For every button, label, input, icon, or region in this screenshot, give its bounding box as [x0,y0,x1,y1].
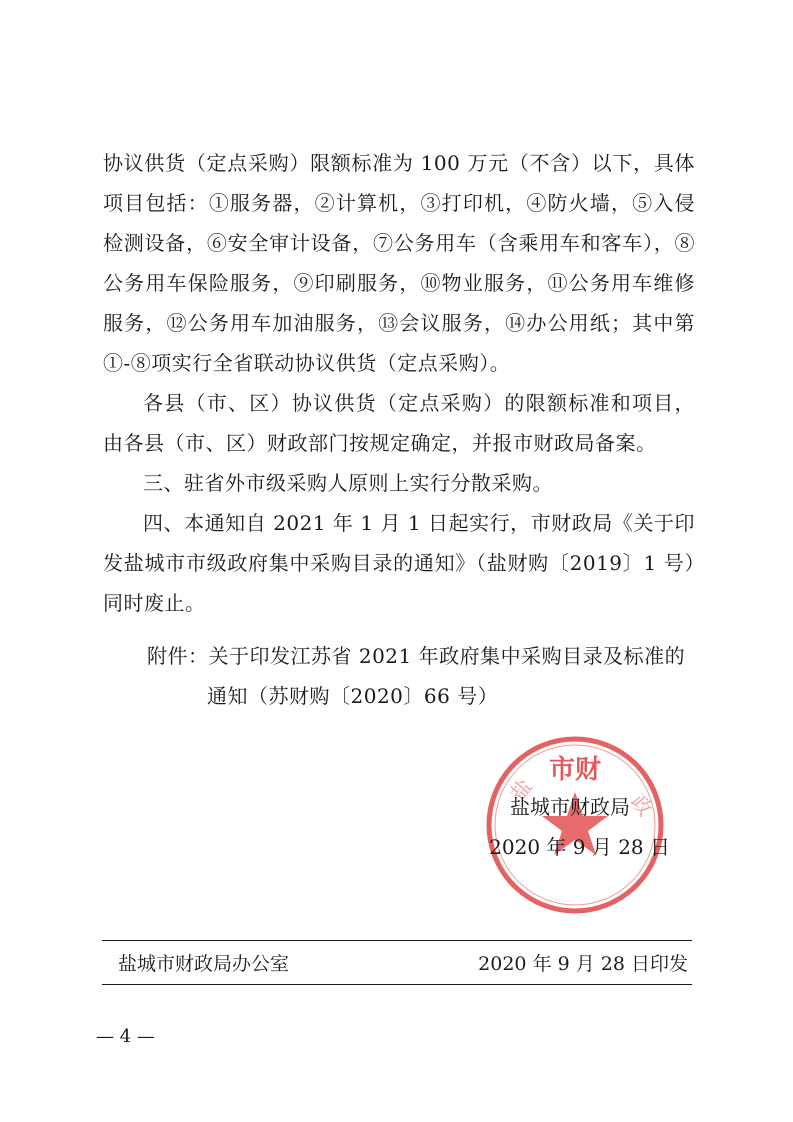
attachment-line-1: 附件：关于印发江苏省 2021 年政府集中采购目录及标准的 [147,644,686,668]
signature-organization: 盐城市财政局 [510,795,630,819]
footer-top-rule [102,940,692,941]
seal-text: 市财 [548,755,602,785]
attachment-line-2: 通知（苏财购〔2020〕66 号） [207,684,499,708]
paragraph-item-three: 三、驻省外市级采购人原则上实行分散采购。 [143,471,553,495]
svg-text:政: 政 [626,789,658,821]
paragraph-county-standards: 各县（市、区）协议供货（定点采购）的限额标准和项目，由各县（市、区）财政部门按规定确定，并报市财政局备案。 [103,391,695,455]
signature-block [470,787,670,867]
footer-print-date: 2020 年 9 月 28 日印发 [478,953,688,975]
page-number: — 4 — [96,1026,155,1047]
body-text [103,143,695,623]
paragraph-procurement-items: 协议供货（定点采购）限额标准为 100 万元（不含）以下，具体项目包括：①服务器，②计算机，③打印机，④防火墙，⑤入侵检测设备，⑥安全审计设备，⑦公务用车（含乘用车和客车），⑧公务用车保险服务，⑨印刷服务，⑩物业服务，⑪公务用车维修服务，⑫公务用车加油服务，⑬会议服务，⑭办公用纸；其中第①-⑧项实行全省联动协议供货（定点采购）。 [103,151,695,375]
footer-issuer: 盐城市财政局办公室 [118,953,290,975]
attachment-note [147,636,707,716]
svg-text:盐: 盐 [505,774,537,806]
paragraph-item-four: 四、本通知自 2021 年 1 月 1 日起实行，市财政局《关于印发盐城市市级政府集中采购目录的通知》（盐财购〔2019〕1 号）同时废止。 [103,511,695,615]
signature-date: 2020 年 9 月 28 日 [489,835,670,859]
footer-bottom-rule [102,984,692,985]
